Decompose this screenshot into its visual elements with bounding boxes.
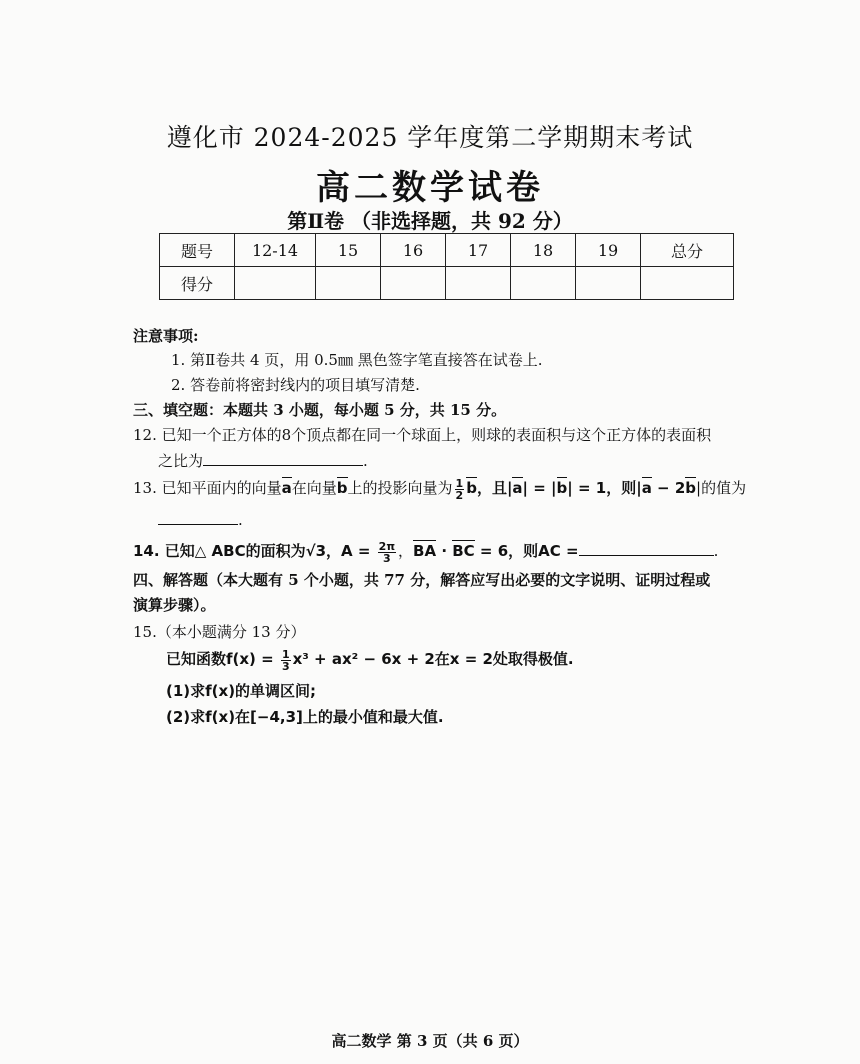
score-cell: 题号 — [160, 234, 235, 267]
question-13-math: − 2 — [651, 479, 686, 497]
question-12-line-2 — [158, 450, 368, 471]
period: . — [238, 511, 243, 529]
score-table-header-row — [160, 234, 734, 267]
question-15-part-1: (1)求f(x)的单调区间; — [166, 682, 317, 700]
score-cell: 16 — [381, 234, 446, 267]
notice-item-1: 1. 第Ⅱ卷共 4 页，用 0.5㎜ 黑色签字笔直接答在试卷上. — [171, 351, 543, 369]
section-4-heading-line-1: 四、解答题（本大题有 5 个小题，共 77 分，解答应写出必要的文字说明、证明过程或 — [133, 571, 711, 589]
fraction-two-pi-over-three — [378, 541, 396, 564]
fraction-half — [455, 478, 465, 501]
fraction-numerator: 1 — [455, 476, 464, 490]
score-blank-cell[interactable] — [316, 267, 381, 300]
vector-a: a — [512, 479, 523, 497]
score-cell: 19 — [576, 234, 641, 267]
score-blank-cell[interactable] — [381, 267, 446, 300]
period: . — [713, 542, 719, 560]
notice-item-2: 2. 答卷前将密封线内的项目填写清楚. — [171, 376, 420, 394]
section-3-heading: 三、填空题：本题共 3 小题，每小题 5 分，共 15 分。 — [133, 401, 507, 419]
vector-b: b — [556, 479, 568, 497]
score-blank-cell[interactable] — [641, 267, 734, 300]
question-13-prefix: 13. 已知平面内的向量 — [133, 479, 282, 497]
score-cell: 12-14 — [235, 234, 316, 267]
vector-b: b — [336, 479, 348, 497]
fraction-denominator: 3 — [383, 551, 391, 565]
subject-title: 高二数学试卷 — [316, 168, 544, 208]
question-13 — [133, 477, 746, 501]
period: . — [363, 452, 368, 470]
fraction-denominator: 2 — [455, 488, 464, 502]
score-cell: 17 — [446, 234, 511, 267]
question-13-text: 上的投影向量为 — [347, 479, 453, 497]
score-blank-cell[interactable] — [511, 267, 576, 300]
question-15-part-2: (2)求f(x)在[−4,3]上的最小值和最大值. — [166, 708, 444, 726]
separator: ， — [398, 542, 414, 560]
vector-b: b — [685, 479, 697, 497]
question-13-math: | = 1，则| — [567, 479, 642, 497]
score-table — [159, 233, 734, 300]
score-blank-cell[interactable] — [235, 267, 316, 300]
score-blank-cell[interactable] — [446, 267, 511, 300]
question-13-text: 在向量 — [291, 479, 337, 497]
question-14-prefix: 14. 已知△ ABC的面积为√3，A = — [133, 542, 376, 560]
fraction-denominator: 3 — [281, 659, 290, 673]
answer-blank-13[interactable] — [158, 510, 238, 525]
vector-ba: BA — [413, 542, 437, 560]
question-12-line-1: 12. 已知一个正方体的8个顶点都在同一个球面上，则球的表面积与这个正方体的表面积 — [133, 426, 712, 444]
question-13-math: ，且| — [476, 479, 513, 497]
question-15-stem — [166, 648, 574, 672]
score-blank-cell[interactable] — [576, 267, 641, 300]
score-cell: 18 — [511, 234, 576, 267]
question-15-heading: 15.（本小题满分 13 分） — [133, 623, 306, 641]
question-15-stem-prefix: 已知函数f(x) = — [166, 650, 279, 668]
fraction-numerator: 2π — [378, 539, 396, 553]
vector-bc: BC — [452, 542, 475, 560]
question-13-tail: |的值为 — [696, 479, 747, 497]
answer-blank-12[interactable] — [203, 451, 363, 466]
question-14 — [133, 540, 718, 564]
fraction-one-third — [281, 649, 291, 672]
fraction-numerator: 1 — [281, 647, 290, 661]
section-4-heading-line-2: 演算步骤）。 — [133, 596, 216, 614]
score-table-score-row — [160, 267, 734, 300]
page-footer: 高二数学 第 3 页（共 6 页） — [331, 1032, 529, 1050]
dot-operator: · — [436, 542, 453, 560]
question-15-stem-suffix: x³ + ax² − 6x + 2在x = 2处取得极值. — [292, 650, 574, 668]
question-13-answer — [158, 510, 243, 529]
section-line: 第Ⅱ卷 （非选择题，共 92 分） — [287, 209, 573, 233]
question-12-text: 之比为 — [158, 452, 204, 470]
vector-b: b — [466, 479, 477, 497]
score-cell: 总分 — [641, 234, 734, 267]
notice-heading: 注意事项: — [133, 327, 199, 345]
score-cell: 15 — [316, 234, 381, 267]
vector-a: a — [641, 479, 652, 497]
score-row-label: 得分 — [160, 267, 235, 300]
exam-title-line: 遵化市 2024-2025 学年度第二学期期末考试 — [166, 123, 694, 152]
question-14-tail: = 6，则AC = — [474, 542, 579, 560]
vector-a: a — [281, 479, 292, 497]
question-13-math: | = | — [522, 479, 557, 497]
answer-blank-14[interactable] — [579, 541, 714, 556]
